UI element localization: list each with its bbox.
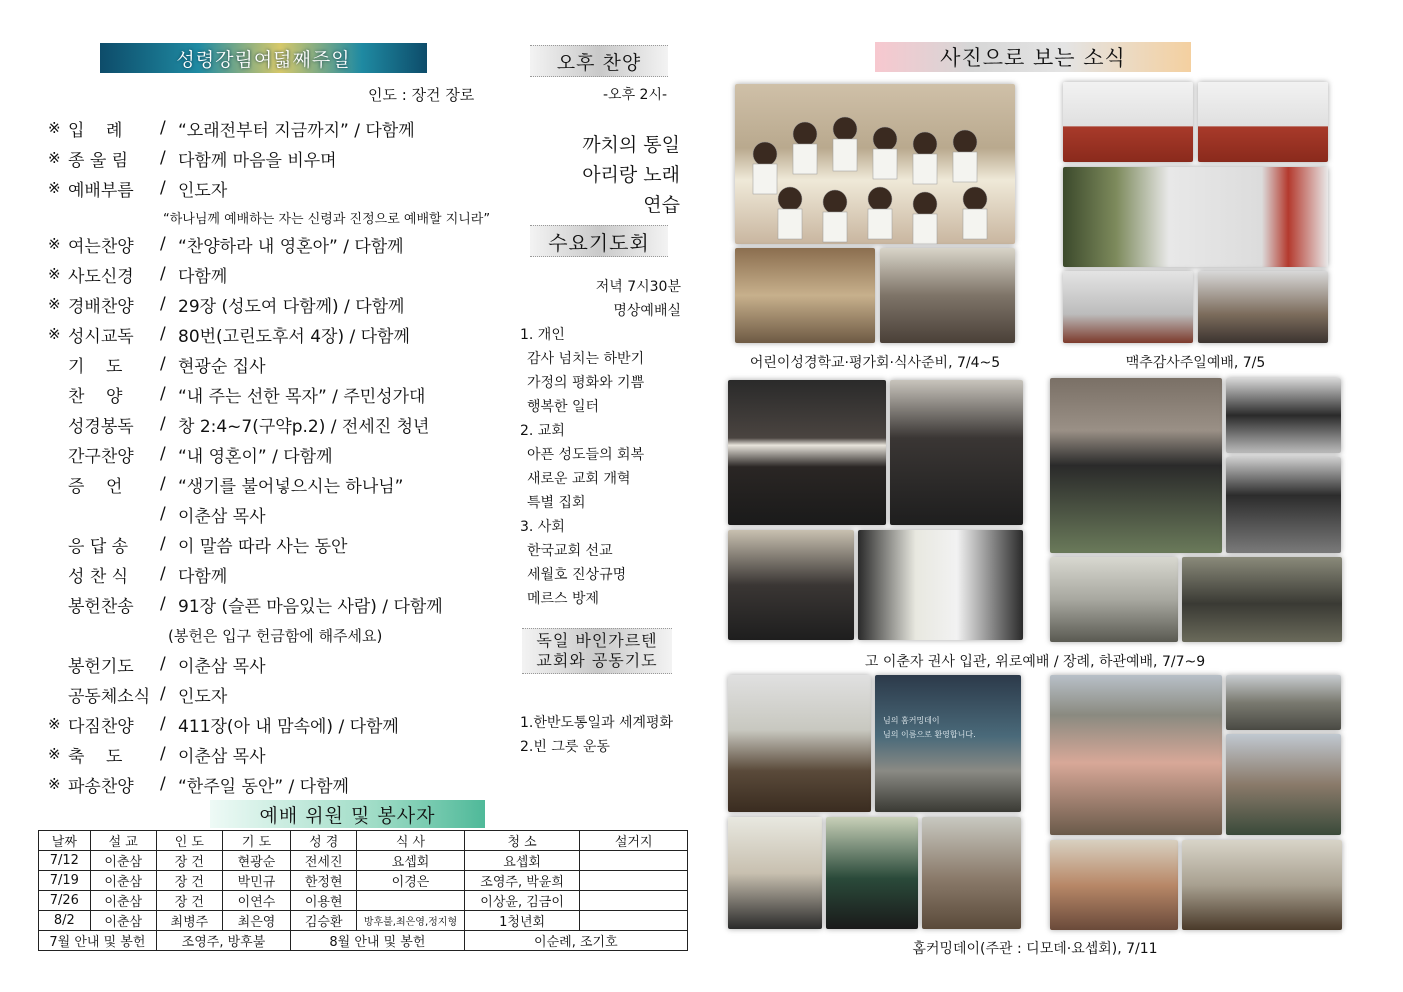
afternoon-line-3: 연습 [643, 194, 680, 216]
order-label: 다짐찬양 [68, 716, 134, 737]
joint-prayer-title-1: 독일 바인가르텐 [536, 631, 658, 650]
worship-order-item [48, 379, 425, 409]
photo-funeral-service-1 [728, 380, 886, 525]
call-to-worship-verse: “하나님께 예배하는 자는 신령과 진정으로 예배할 지니라” [163, 212, 491, 227]
photo-thanksgiving-speaker [1063, 271, 1193, 343]
order-content: 411장(아 내 맘속에) / 다함께 [178, 716, 399, 737]
order-label: 예배부름 [68, 180, 134, 201]
order-label: 성 찬 식 [68, 566, 129, 587]
photo-funeral-service-3 [728, 530, 854, 640]
photo-homecoming-bbq [922, 817, 1021, 929]
table-cell: 이춘삼 [90, 851, 156, 871]
order-separator: / [160, 744, 166, 764]
photo-meal-prep [880, 248, 1015, 343]
photo-burial-service-3 [1226, 457, 1341, 553]
worship-order-item [48, 173, 227, 203]
prayer-item: 행복한 일터 [527, 399, 600, 415]
table-cell: 방후불,최은영,정지형 [357, 911, 464, 931]
order-content: 창 2:4~7(구약p.2) / 전세진 청년 [178, 416, 430, 437]
caption-funeral: 고 이춘자 권사 입관, 위로예배 / 장례, 하관예배, 7/7~9 [864, 654, 1206, 670]
afternoon-hymn-banner [530, 45, 668, 77]
order-label: 응 답 송 [68, 536, 129, 557]
table-cell: 7/12 [39, 851, 91, 871]
order-separator: / [160, 354, 166, 374]
table-row [39, 871, 688, 891]
order-label: 성경봉독 [68, 416, 134, 437]
table-row [39, 891, 688, 911]
order-separator: / [160, 684, 166, 704]
screen-text-2: 님의 이름으로 환영합니다. [883, 730, 976, 739]
prayer-category: 1. 개인 [520, 327, 565, 343]
table-cell: 이연수 [222, 891, 290, 911]
order-mark: ※ [48, 235, 61, 253]
worship-order-item [48, 229, 404, 259]
order-separator: / [160, 564, 166, 584]
order-content: “찬양하라 내 영혼아” / 다함께 [178, 236, 404, 257]
table-cell: 이경은 [357, 871, 464, 891]
afternoon-line-2: 아리랑 노래 [582, 164, 680, 186]
order-separator: / [160, 444, 166, 464]
afternoon-line-1: 까치의 통일 [582, 134, 680, 156]
order-content: 이춘삼 목사 [178, 746, 266, 767]
table-cell [580, 871, 688, 891]
wednesday-place: 명상예배실 [613, 303, 681, 319]
photo-funeral-flowers [858, 530, 1023, 640]
order-label: 여는찬양 [68, 236, 134, 257]
table-cell: 최병주 [156, 911, 222, 931]
worship-order-item [48, 589, 443, 619]
photo-homecoming-screen [875, 675, 1021, 812]
order-mark: ※ [48, 775, 61, 793]
worship-order-item [48, 319, 410, 349]
order-separator: / [160, 118, 166, 138]
photo-homecoming-member-1 [728, 817, 822, 929]
joint-prayer-title-2: 교회와 공동기도 [536, 651, 658, 670]
table-cell: 박민규 [222, 871, 290, 891]
table-cell: 장 건 [156, 891, 222, 911]
photo-thanksgiving-pulpit-1 [1063, 82, 1193, 162]
prayer-item: 세월호 진상규명 [527, 567, 627, 583]
prayer-item: 가정의 평화와 기쁨 [527, 375, 645, 391]
prayer-item: 새로운 교회 개혁 [527, 471, 631, 487]
table-cell: 한정현 [291, 871, 357, 891]
order-separator: / [160, 384, 166, 404]
table-cell: 최은영 [222, 911, 290, 931]
service-staff-banner [210, 800, 485, 828]
order-content: 91장 (슬픈 마음있는 사람) / 다함께 [178, 596, 443, 617]
order-separator: / [160, 148, 166, 168]
july-usher-names: 조영주, 방후불 [156, 931, 290, 951]
photo-burial-site [1050, 557, 1178, 642]
order-separator: / [160, 264, 166, 284]
photo-homecoming-rooftop-2 [1226, 734, 1341, 835]
table-cell: 이상윤, 김금이 [464, 891, 580, 911]
worship-order-item [48, 289, 404, 319]
order-content: “오래전부터 지금까지” / 다함께 [178, 120, 415, 141]
sunday-title-banner [100, 43, 427, 73]
col-meal: 식 사 [357, 831, 464, 851]
order-content: 이 말씀 따라 사는 동안 [178, 536, 348, 557]
photo-funeral-service-2 [890, 380, 1023, 525]
order-mark: ※ [48, 715, 61, 733]
worship-order-item [48, 259, 227, 289]
order-label: 간구찬양 [68, 446, 134, 467]
afternoon-hymn-title: 오후 찬양 [556, 51, 642, 74]
prayer-item: 감사 넘치는 하반기 [527, 351, 645, 367]
table-cell: 1청년회 [464, 911, 580, 931]
photo-homecoming-rooftop-1 [1226, 675, 1341, 730]
caption-homecoming: 홈커밍데이(주관 : 디모데·요셉회), 7/11 [912, 941, 1158, 957]
prayer-item: 한국교회 선교 [527, 543, 613, 559]
order-content: 이춘삼 목사 [178, 656, 266, 677]
table-footer-row [39, 931, 688, 951]
order-label: 경배찬양 [68, 296, 134, 317]
worship-order-item [48, 529, 347, 559]
order-separator: / [160, 774, 166, 794]
order-label: 봉헌찬송 [68, 596, 134, 617]
table-cell: 이춘삼 [90, 871, 156, 891]
order-separator: / [160, 534, 166, 554]
photo-homecoming-rooftop-group [1050, 675, 1222, 835]
order-label: 사도신경 [68, 266, 134, 287]
col-sermon: 설 교 [90, 831, 156, 851]
order-content: 29장 (성도여 다함께) / 다함께 [178, 296, 405, 317]
photo-news-title: 사진으로 보는 소식 [940, 46, 1126, 70]
table-cell: 8/2 [39, 911, 91, 931]
order-separator: / [160, 474, 166, 494]
col-cleaning: 청 소 [464, 831, 580, 851]
photo-news-banner [875, 42, 1191, 72]
order-label: 성시교독 [68, 326, 134, 347]
order-mark: ※ [48, 325, 61, 343]
order-separator: / [160, 594, 166, 614]
order-mark: ※ [48, 295, 61, 313]
worship-order-item [48, 469, 404, 499]
offering-note: (봉헌은 입구 헌금함에 해주세요) [168, 627, 383, 645]
service-staff-table [38, 830, 688, 951]
worship-order-item [48, 709, 399, 739]
worship-order-item [48, 143, 337, 173]
photo-evaluation-meeting [735, 248, 875, 343]
afternoon-time: -오후 2시- [603, 87, 668, 103]
order-label: 파송찬양 [68, 776, 134, 797]
worship-order-item [48, 559, 227, 589]
order-label: 입 례 [68, 120, 123, 141]
order-mark: ※ [48, 119, 61, 137]
prayer-category: 3. 사회 [520, 519, 565, 535]
photo-homecoming-members-3 [1050, 840, 1178, 930]
worship-leader: 인도 : 장건 장로 [368, 86, 475, 104]
table-cell: 전세진 [291, 851, 357, 871]
joint-prayer-banner [522, 628, 672, 674]
table-row [39, 851, 688, 871]
table-cell: 7/19 [39, 871, 91, 891]
screen-text-1: 님의 홈커밍데이 [883, 716, 940, 725]
table-cell: 요셉회 [357, 851, 464, 871]
order-content: 이춘삼 목사 [178, 506, 266, 527]
photo-burial-service-2 [1226, 378, 1341, 453]
col-leader: 인 도 [156, 831, 222, 851]
worship-order-item [48, 769, 349, 799]
order-content: 다함께 [178, 566, 228, 587]
august-usher-label: 8월 안내 및 봉헌 [291, 931, 465, 951]
order-content: 80번(고린도후서 4장) / 다함께 [178, 326, 410, 347]
service-staff-title: 예배 위원 및 봉사자 [259, 804, 436, 827]
order-content: 인도자 [178, 180, 228, 201]
col-prayer: 기 도 [222, 831, 290, 851]
col-dishes: 설거지 [580, 831, 688, 851]
table-cell [580, 911, 688, 931]
order-separator: / [160, 324, 166, 344]
order-content: 인도자 [178, 686, 228, 707]
order-separator: / [160, 714, 166, 734]
table-row [39, 911, 688, 931]
order-mark: ※ [48, 265, 61, 283]
order-content: 다함께 [178, 266, 228, 287]
worship-order-item [48, 499, 266, 529]
col-date: 날짜 [39, 831, 91, 851]
order-label: 기 도 [68, 356, 123, 377]
worship-order-item [48, 349, 266, 379]
sunday-title: 성령강림여덟째주일 [176, 48, 351, 71]
table-header-row [39, 831, 688, 851]
worship-order-item [48, 439, 333, 469]
order-content: “내 영혼이” / 다함께 [178, 446, 333, 467]
table-cell: 7/26 [39, 891, 91, 911]
photo-children-group [735, 84, 1015, 244]
prayer-category: 2. 교회 [520, 423, 565, 439]
worship-order-item [48, 649, 266, 679]
photo-homecoming-speaker [728, 675, 871, 812]
table-cell: 이용현 [291, 891, 357, 911]
table-cell: 이춘삼 [90, 911, 156, 931]
photo-burial-service-1 [1050, 378, 1222, 553]
order-separator: / [160, 178, 166, 198]
order-separator: / [160, 234, 166, 254]
photo-burial-prayer [1182, 557, 1342, 642]
table-cell: 장 건 [156, 851, 222, 871]
table-cell: 이춘삼 [90, 891, 156, 911]
august-usher-names: 이순례, 조기호 [464, 931, 687, 951]
order-separator: / [160, 414, 166, 434]
order-separator: / [160, 294, 166, 314]
order-label: 봉헌기도 [68, 656, 134, 677]
caption-thanksgiving: 맥추감사주일예배, 7/5 [1125, 355, 1266, 371]
order-content: 다함께 마음을 비우며 [178, 150, 337, 171]
july-usher-label: 7월 안내 및 봉헌 [39, 931, 157, 951]
wednesday-prayer-banner [530, 225, 668, 257]
table-cell [580, 891, 688, 911]
joint-prayer-item-1: 1.한반도통일과 세계평화 [520, 715, 674, 731]
table-cell [580, 851, 688, 871]
col-scripture: 성 경 [291, 831, 357, 851]
order-label: 공동체소식 [68, 686, 151, 707]
worship-order-item [48, 739, 266, 769]
table-cell: 김승환 [291, 911, 357, 931]
photo-thanksgiving-pulpit-2 [1198, 82, 1328, 162]
table-cell: 장 건 [156, 871, 222, 891]
wednesday-time: 저녁 7시30분 [595, 279, 681, 295]
order-mark: ※ [48, 179, 61, 197]
order-content: “생기를 불어넣으시는 하나님” [178, 476, 404, 497]
table-cell: 조영주, 박윤희 [464, 871, 580, 891]
table-cell [357, 891, 464, 911]
prayer-item: 아픈 성도들의 회복 [527, 447, 645, 463]
caption-children-school: 어린이성경학교·평가회·식사준비, 7/4~5 [749, 355, 1001, 371]
order-label: 종 울 림 [68, 150, 129, 171]
order-content: 현광순 집사 [178, 356, 266, 377]
table-cell: 요셉회 [464, 851, 580, 871]
order-label: 증 언 [68, 476, 123, 497]
order-content: “내 주는 선한 목자” / 주민성가대 [178, 386, 426, 407]
children-group-image [735, 84, 1015, 244]
prayer-item: 특별 집회 [527, 495, 586, 511]
order-label: 축 도 [68, 746, 123, 767]
photo-homecoming-meal [1182, 840, 1342, 930]
order-separator: / [160, 504, 166, 524]
order-content: “한주일 동안” / 다함께 [178, 776, 349, 797]
joint-prayer-item-2: 2.빈 그릇 운동 [520, 739, 610, 755]
wednesday-prayer-title: 수요기도회 [548, 230, 650, 255]
worship-order-item [48, 679, 227, 709]
photo-thanksgiving-sanctuary [1063, 167, 1328, 267]
order-separator: / [160, 654, 166, 674]
photo-homecoming-member-2 [826, 817, 918, 929]
worship-order-item [48, 113, 415, 143]
worship-order-item [48, 409, 429, 439]
photo-thanksgiving-fellowship [1198, 271, 1328, 343]
order-label: 찬 양 [68, 386, 123, 407]
table-cell: 현광순 [222, 851, 290, 871]
order-mark: ※ [48, 745, 61, 763]
prayer-item: 메르스 방제 [527, 591, 600, 607]
order-mark: ※ [48, 149, 61, 167]
